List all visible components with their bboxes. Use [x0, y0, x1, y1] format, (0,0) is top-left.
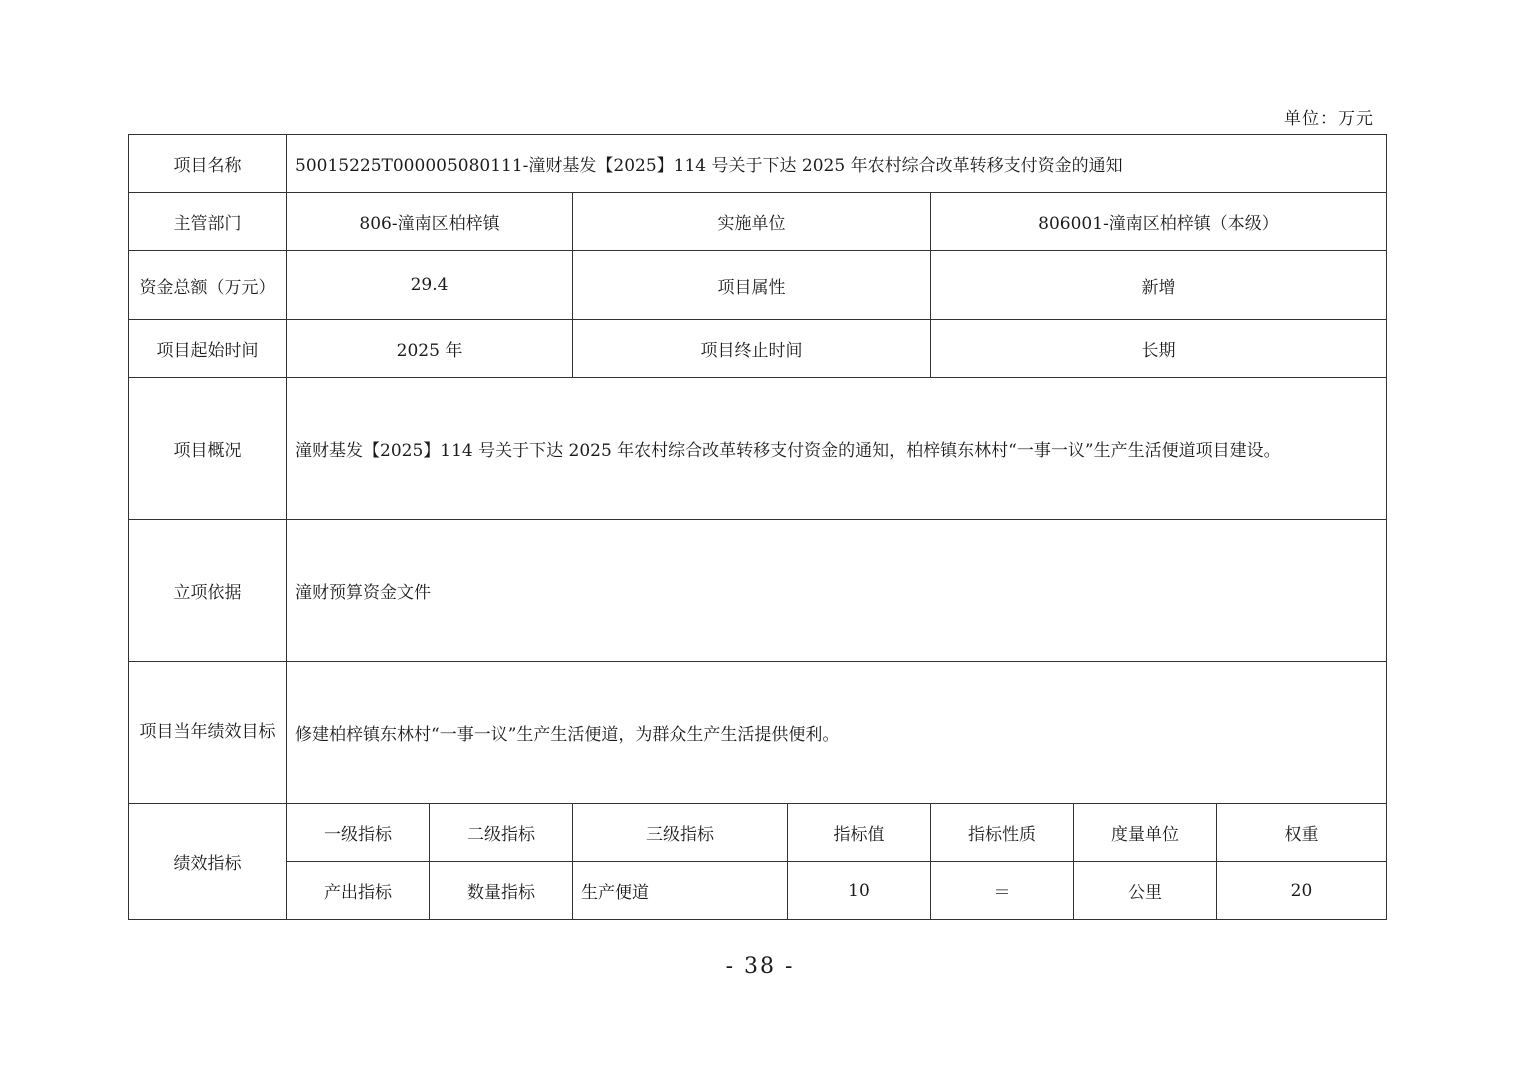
project-name-label: 项目名称 [129, 135, 287, 193]
department-row [129, 193, 1387, 251]
impl-unit-value: 806001-潼南区柏梓镇（本级） [931, 193, 1387, 251]
indicator-header-cell: 三级指标 [573, 804, 788, 862]
indicator-header-cell: 度量单位 [1074, 804, 1217, 862]
indicator-cell: ＝ [931, 862, 1074, 920]
end-time-label: 项目终止时间 [573, 320, 931, 378]
indicator-header-cell: 指标值 [788, 804, 931, 862]
indicator-header-cell: 二级指标 [430, 804, 573, 862]
project-performance-table [128, 134, 1387, 920]
page-number: - 38 - [725, 954, 795, 979]
indicator-header-cell: 指标性质 [931, 804, 1074, 862]
overview-row [129, 378, 1387, 520]
funding-row [129, 251, 1387, 320]
basis-label: 立项依据 [129, 520, 287, 662]
timing-row [129, 320, 1387, 378]
indicator-cell: 20 [1217, 862, 1387, 920]
indicator-header-cell: 权重 [1217, 804, 1387, 862]
department-value: 806-潼南区柏梓镇 [287, 193, 573, 251]
start-time-value: 2025 年 [287, 320, 573, 378]
indicator-cell: 10 [788, 862, 931, 920]
goal-label: 项目当年绩效目标 [129, 662, 287, 804]
overview-value: 潼财基发【2025】114 号关于下达 2025 年农村综合改革转移支付资金的通知，柏梓镇东林村“一事一议”生产生活便道项目建设。 [287, 378, 1387, 520]
indicator-cell: 生产便道 [573, 862, 788, 920]
end-time-value: 长期 [931, 320, 1387, 378]
indicator-cell: 数量指标 [430, 862, 573, 920]
project-name-value: 50015225T000005080111-潼财基发【2025】114 号关于下达 2025 年农村综合改革转移支付资金的通知 [287, 135, 1387, 193]
indicator-row [129, 862, 1387, 920]
basis-value: 潼财预算资金文件 [287, 520, 1387, 662]
unit-label: 单位：万元 [1284, 109, 1374, 129]
indicator-header-cell: 一级指标 [287, 804, 430, 862]
project-name-row [129, 135, 1387, 193]
goal-value: 修建柏梓镇东林村“一事一议”生产生活便道，为群众生产生活提供便利。 [287, 662, 1387, 804]
funding-label: 资金总额（万元） [129, 251, 287, 320]
department-label: 主管部门 [129, 193, 287, 251]
impl-unit-label: 实施单位 [573, 193, 931, 251]
start-time-label: 项目起始时间 [129, 320, 287, 378]
indicator-cell: 公里 [1074, 862, 1217, 920]
project-attr-value: 新增 [931, 251, 1387, 320]
goal-row [129, 662, 1387, 804]
indicator-header-row [129, 804, 1387, 862]
funding-value: 29.4 [287, 251, 573, 320]
basis-row [129, 520, 1387, 662]
overview-label: 项目概况 [129, 378, 287, 520]
indicator-cell: 产出指标 [287, 862, 430, 920]
indicators-label: 绩效指标 [129, 804, 287, 920]
project-attr-label: 项目属性 [573, 251, 931, 320]
